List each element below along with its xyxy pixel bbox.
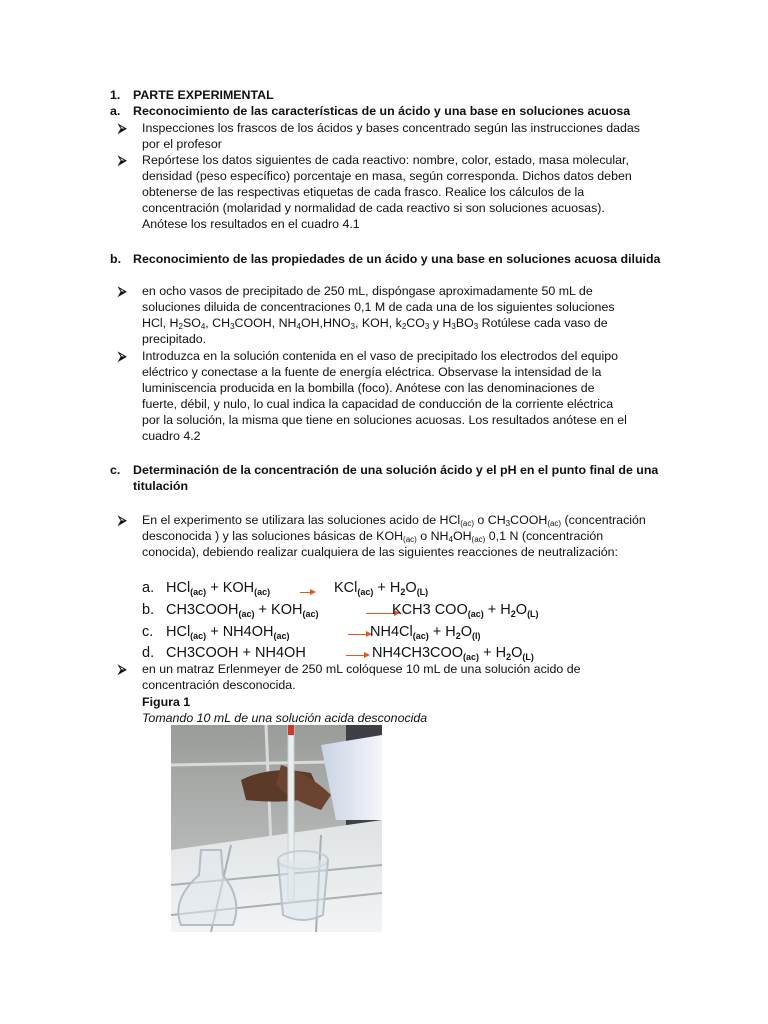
paragraph-line: Inspecciones los frascos de los ácidos y bases concentrado según las instrucciones dadas xyxy=(142,121,640,135)
paragraph-line: Introduzca en la solución contenida en el vaso de precipitado los electrodos del equipo xyxy=(142,349,618,363)
lab-photo xyxy=(171,725,382,932)
equation-label: b. xyxy=(142,602,155,618)
subsection-a-letter: a. xyxy=(110,104,121,118)
equation-products: $KCl_{(ac)} + H_2O_{(L)}$ xyxy=(334,580,429,597)
paragraph-line: cuadro 4.2 xyxy=(142,429,201,443)
paragraph-line: luminiscencia producida en la bombilla (foco). Anótese con las denominaciones de xyxy=(142,381,595,395)
equation-label: d. xyxy=(142,645,155,661)
chemical-list-line: HCl, $H_2SO_4$, $CH_3COOH$, $NH_4OH,HNO_3$, KOH, $k_2CO_3$ y $H_3BO_3$ Rotúlese cada vaso de xyxy=(142,316,608,331)
subsection-b-letter: b. xyxy=(110,252,122,266)
reaction-arrow-icon xyxy=(348,634,370,635)
paragraph-line: obtenerse de las respectivas etiquetas de cada frasco. Realice los cálculos de la xyxy=(142,185,585,199)
subsection-b-title: Reconocimiento de las propiedades de un ácido y una base en soluciones acuosa diluida xyxy=(133,252,661,266)
subsection-c-title-cont: titulación xyxy=(133,479,189,493)
equation-reactants: $CH3COOH_{(ac)} + KOH_{(ac)}$ xyxy=(166,602,319,619)
equation-reactants: $HCl_{(ac)} + NH4OH_{(ac)}$ xyxy=(166,624,290,641)
reaction-arrow-icon xyxy=(346,655,368,656)
paragraph-line: fuerte, débil, y nulo, lo cual indica la capacidad de conducción de la corriente eléctrica xyxy=(142,397,614,411)
arrowhead-bullet-icon: ⮚ xyxy=(118,121,127,135)
arrowhead-bullet-icon: ⮚ xyxy=(118,349,127,363)
paragraph-line: densidad (peso específico) porcentaje en masa, según corresponda. Dichos datos deben xyxy=(142,169,632,183)
paragraph-line: por el profesor xyxy=(142,137,222,151)
paragraph-line: precipitado. xyxy=(142,332,207,346)
equation-products: KCH3 $COO_{(ac)} + H_2O_{(L)}$ xyxy=(392,602,539,619)
equation-label: a. xyxy=(142,580,155,596)
paragraph-line: concentración (molaridad y normalidad de cada reactivo si son soluciones acuosas). xyxy=(142,201,605,215)
arrowhead-bullet-icon: ⮚ xyxy=(118,513,127,527)
section-title: PARTE EXPERIMENTAL xyxy=(133,88,274,102)
arrowhead-bullet-icon: ⮚ xyxy=(118,284,127,298)
paragraph-line: conocida), debiendo realizar cualquiera de las siguientes reacciones de neutralización: xyxy=(142,545,618,559)
equation-reactants: CH3COOH + NH4OH xyxy=(166,645,306,661)
equation-products: $NH4Cl_{(ac)} + H_2O_{(l)}$ xyxy=(370,624,481,641)
arrowhead-bullet-icon: ⮚ xyxy=(118,662,127,676)
paragraph-line: En el experimento se utilizara las soluciones acido de HCl$_{(ac)}$ o $CH_3COOH_{(ac)}$ (concentración xyxy=(142,513,646,528)
subsection-c-letter: c. xyxy=(110,463,121,477)
reaction-arrow-icon xyxy=(300,592,314,593)
figure-label: Figura 1 xyxy=(142,695,191,709)
paragraph-line: eléctrico y conectase a la fuente de energía eléctrica. Observase la intensidad de la xyxy=(142,365,602,379)
paragraph-line: en ocho vasos de precipitado de 250 mL, dispóngase aproximadamente 50 mL de xyxy=(142,284,593,298)
arrowhead-bullet-icon: ⮚ xyxy=(118,153,127,167)
paragraph-line: soluciones diluida de concentraciones 0,1 M de cada una de los siguientes soluciones xyxy=(142,300,615,314)
paragraph-line: Anótese los resultados en el cuadro 4.1 xyxy=(142,217,360,231)
paragraph-line: por la solución, la misma que tiene en soluciones acuosas. Los resultados anótese en el xyxy=(142,413,627,427)
section-number: 1. xyxy=(110,88,121,102)
paragraph-line: desconocida ) y las soluciones básicas de $KOH_{(ac)}$ o $NH_4OH_{(ac)}$ 0,1 N (concentración xyxy=(142,529,604,544)
paragraph-line: concentración desconocida. xyxy=(142,678,296,692)
paragraph-line: en un matraz Erlenmeyer de 250 mL colóquese 10 mL de una solución acido de xyxy=(142,662,581,676)
paragraph-line: Repórtese los datos siguientes de cada reactivo: nombre, color, estado, masa molecular, xyxy=(142,153,629,167)
equation-label: c. xyxy=(142,624,154,640)
subsection-c-title: Determinación de la concentración de una solución ácido y el pH en el punto final de una xyxy=(133,463,659,477)
equation-products: $NH4CH3COO_{(ac)} + H_2O_{(L)}$ xyxy=(372,645,534,662)
equation-reactants: $HCl_{(ac)} + KOH_{(ac)}$ xyxy=(166,580,271,597)
subsection-a-title: Reconocimiento de las características de un ácido y una base en soluciones acuosa xyxy=(133,104,631,118)
figure-caption: Tomando 10 mL de una solución acida desconocida xyxy=(142,711,428,725)
